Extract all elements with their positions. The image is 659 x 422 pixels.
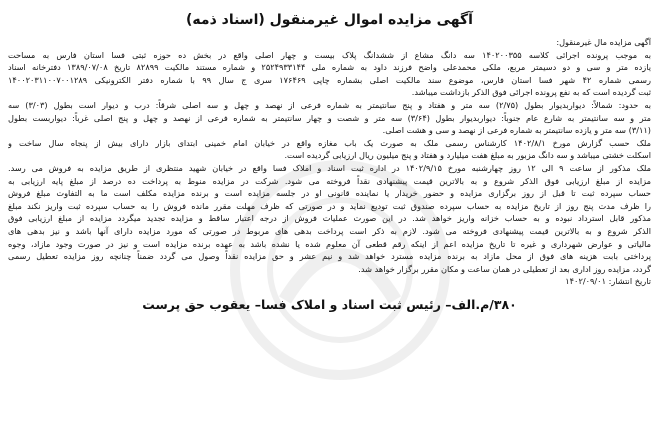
body-line: حساب سپرده ثبت تا قبل از روز برگزاری مزایده و حضور خریدار یا نماینده قانونی او در جلسه مزایده است و برنده مزایده مکلف است ما به التفاوت مبلغ فروش [8,188,651,199]
body-line: ملک حسب گزارش مورخ ۱۴۰۲/۸/۱ کارشناس رسمی ملک به صورت یک باب مغازه واقع در خیابان امام خمینی ابتدای بازار دارای بیش از پنجاه سال ساخت و [8,137,651,148]
body-line: گردد، مزایده روز اداری بعد از تعطیلی در همان ساعت و مکان مقرر برگزار خواهد شد. [358,263,651,274]
body-line: متر و سه سانتیمتر به شارع عام جنوباً: دیواربدیوار بطول (۳/۶۴) سه متر و شصت و چهار سانتیمتر به شماره فرعی از نهصد و چهل و پنج اصلی غرباً: دیواربست بطول [8,112,651,123]
notice-title: آگهی مزایده اموال غیرمنقول (اسناد ذمه) [186,12,473,28]
body-line: ملک مذکور از ساعت ۹ الی ۱۲ روز چهارشنبه مورخ ۱۴۰۲/۹/۱۵ در اداره ثبت اسناد و املاک فسا واقع در خیابان شهید منتظری از طریق مزایده به فروش می رسد. [8,162,651,173]
notice-signature: ۳۸۰/م.الف– رئیس ثبت اسناد و املاک فسا– یعقوب حق پرست [142,296,517,312]
body-line: مزایده از مبلغ ارزیابی فوق الذکر شروع و به بالاترین قیمت پیشنهادی نقداً فروخته می شود. شرکت در مزایده منوط به پرداخت ده درصد از مبلغ پایه ارزیابی به [8,175,651,186]
body-line: اسکلت خشتی میباشد و سه دانگ مزبور به مبلغ هفت میلیارد و هفتاد و پنج میلیون ریال ارزیابی گردیده است. [284,150,651,161]
body-line: پرداختی بابت هزینه های فوق از محل مازاد به برنده مزایده مسترد خواهد شد و نیم عشر و حق مزایده نقداً وصول می گردد ضمناً چنانچه روز مزایده تعطیل رسمی [8,251,651,262]
body-line: مالیاتی و عوارض شهرداری و غیره تا تاریخ مزایده اعم از اینکه رقم قطعی آن معلوم شده یا نشده باشد به عهده برنده مزایده است و نیز در صورت وجود مازاد، وجوه [8,238,651,249]
body-line: را ظرف مدت پنج روز از تاریخ مزایده به حساب سپرده صندوق ثبت تودیع نماید و در صورتی که ظرف مهلت مقرر مانده فروش را به حساب سپرده ثبت واریز نکند مبلغ [8,200,651,211]
body-line: آگهی مزایده مال غیرمنقول: [556,37,651,47]
notice-body [8,36,651,288]
body-line: به موجب پرونده اجرائی کلاسه ۱۴۰۲۰۰۳۵۵ سه دانگ مشاع از ششدانگ پلاک بیست و چهار اصلی واقع در بخش ده حوزه ثبتی فسا استان فارس به مساحت [8,49,651,60]
body-line: به حدود: شمالاً: دیواربدیوار بطول (۲/۷۵) سه متر و هفتاد و پنج سانتیمتر به شماره فرعی از نهصد و چهل و سه اصلی شرقاً: درب و دیوار است بطول (۳/۰۳) سه [8,99,651,110]
publish-date: تاریخ انتشار: ۱۴۰۲/۰۹/۰۱ [565,276,651,287]
body-line: مذکور قابل استرداد نبوده و به حساب خزانه واریز خواهد شد. در این صورت عملیات فروش از درجه اعتبار ساقط و مزایده تجدید میگردد مزایده از مبلغ ارزیابی فوق [8,213,651,224]
body-line: یازده متر و سی و دو دسیمتر مربع، ملکی محمدعلی واضح فرزند داود به شماره ملی ۲۵۲۴۹۳۳۱۴۴ و شماره مستند مالکیت ۸۲۸۹۹ تاریخ ۱۳۸۹/۰۷/۰۸ دفترخانه اسناد [8,62,651,73]
body-line: رسمی شماره ۴۲ شهر فسا استان فارس، موضوع سند مالکیت اصلی بشماره چاپی ۱۷۶۴۶۹ سری ج سال ۹۹ با شماره دفتر الکترونیکی ۱۴۰۰۲۰۳۱۱۰۰۷۰۰۱۲۸۹ [8,74,651,85]
body-line: (۳/۱۱) سه متر و یازده سانتیمتر به شماره فرعی از نهصد و سی و هشت اصلی. [382,125,651,136]
body-line: الذکر شروع و به بالاترین قیمت پیشنهادی فروخته می شود. لازم به ذکر است پرداخت بدهی های مربوط در صورتی که مورد مزایده دارای آنها باشد و نیز بدهی های [8,225,651,236]
body-line: ثبت گردیده است که به نفع پرونده اجرائی فوق الذکر بازداشت میباشد. [411,87,651,98]
